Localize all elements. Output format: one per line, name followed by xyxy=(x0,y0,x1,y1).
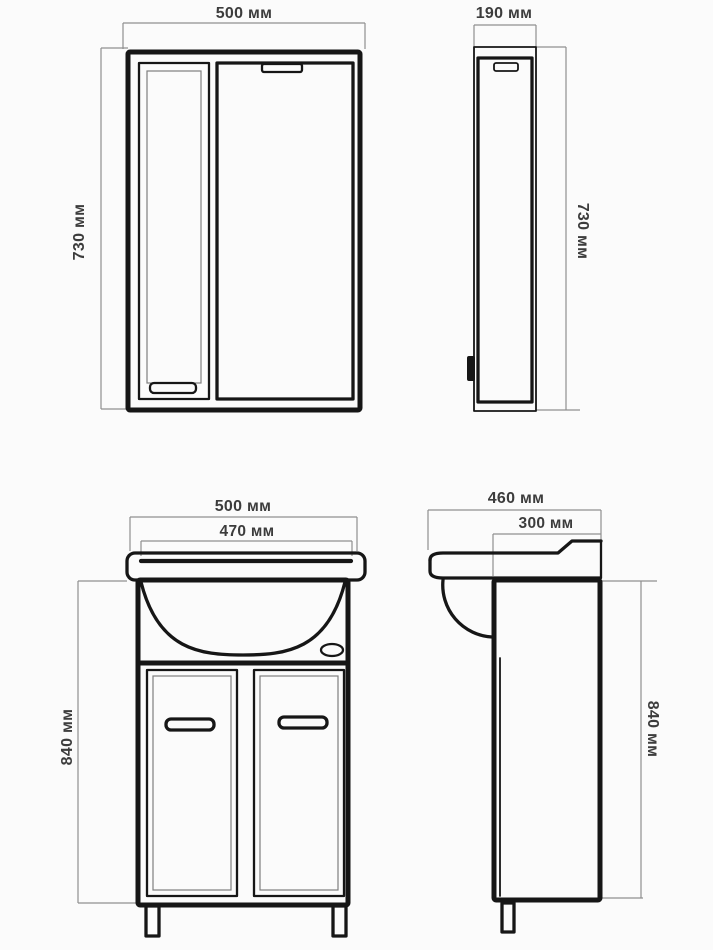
side-door-panel xyxy=(478,58,532,402)
vanity-front-view xyxy=(59,498,365,936)
left-door-handle xyxy=(166,719,214,730)
front-foot xyxy=(502,903,514,932)
left-door-handle xyxy=(150,383,196,393)
basin-bowl-curve-side xyxy=(443,580,492,637)
dimension-label-vanity-side-height: 840 мм xyxy=(644,700,661,758)
dimension-label-mirror-front-width: 500 мм xyxy=(215,5,273,22)
side-door-handle-tab xyxy=(467,356,475,381)
cabinet-outline xyxy=(128,52,360,410)
dimension-label-cabinet-depth: 300 мм xyxy=(518,515,574,532)
mirror-cabinet-front-view xyxy=(71,5,365,410)
right-door-handle xyxy=(279,717,327,728)
cabinet-outline xyxy=(138,580,348,905)
dimension-label-basin-width: 470 мм xyxy=(219,523,275,540)
basin-profile-top xyxy=(430,541,601,560)
side-outline xyxy=(474,47,536,411)
dimension-label-mirror-side-depth: 190 мм xyxy=(475,5,533,22)
right-door-inner-panel xyxy=(260,676,338,890)
dimension-label-vanity-front-height: 840 мм xyxy=(59,708,76,766)
dimension-label-mirror-side-height: 730 мм xyxy=(574,202,591,260)
mirror-door-top-handle xyxy=(262,64,302,72)
left-door-frame xyxy=(139,63,209,399)
left-door-inner-panel xyxy=(153,676,231,890)
left-door xyxy=(147,670,237,896)
dimension-label-vanity-side-depth: 460 мм xyxy=(487,490,545,507)
cabinet-outline xyxy=(494,580,600,900)
right-leg xyxy=(333,906,346,936)
vanity-side-view xyxy=(428,490,661,932)
dimension-label-vanity-front-width: 500 мм xyxy=(214,498,272,515)
basin-rim xyxy=(127,553,365,580)
left-leg xyxy=(146,906,159,936)
left-door-inner-panel xyxy=(147,71,201,383)
basin-profile-bottom xyxy=(430,560,600,578)
mirror-panel xyxy=(217,63,353,399)
right-door xyxy=(254,670,344,896)
side-top-handle xyxy=(494,63,518,71)
overflow-hole xyxy=(321,644,343,656)
dimension-label-mirror-front-height: 730 мм xyxy=(71,203,88,261)
mirror-cabinet-side-view xyxy=(467,5,591,411)
basin-bowl-curve xyxy=(141,582,345,655)
